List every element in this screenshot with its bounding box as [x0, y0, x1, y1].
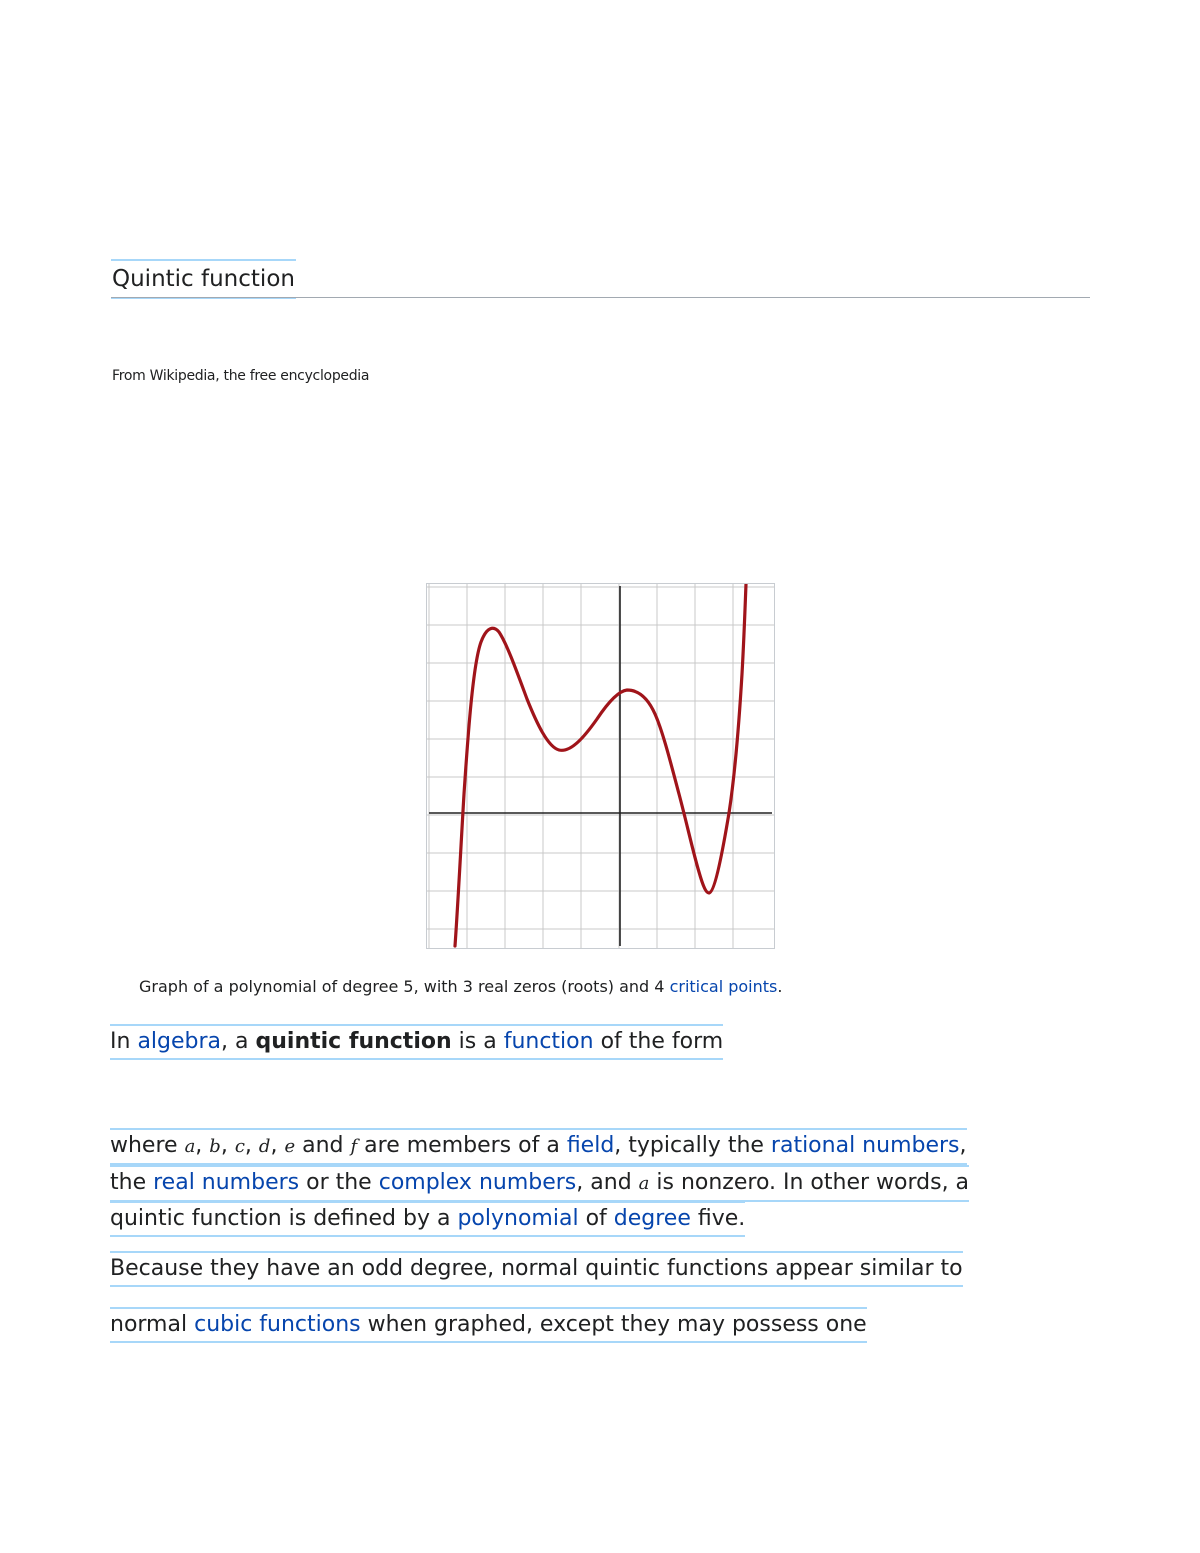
- text: quintic function is defined by a: [110, 1206, 458, 1231]
- text: ,: [959, 1133, 967, 1158]
- link-complex-numbers[interactable]: complex numbers: [378, 1170, 577, 1195]
- math-var-c: c: [234, 1136, 245, 1157]
- text: ,: [244, 1133, 259, 1158]
- definition-line-2: [110, 1165, 969, 1202]
- figure-quintic-graph: [426, 583, 775, 949]
- title-divider: [111, 297, 1090, 298]
- page-title: Quintic function: [111, 259, 296, 299]
- definition-line-1: [110, 1128, 967, 1165]
- math-var-f: f: [350, 1136, 358, 1157]
- math-var-d: d: [258, 1136, 271, 1157]
- text: where: [110, 1133, 185, 1158]
- text: ,: [195, 1133, 210, 1158]
- graph-shape-line-2: [110, 1307, 867, 1343]
- quintic-curve: [455, 584, 746, 946]
- text: ,: [220, 1133, 235, 1158]
- intro-sentence: [110, 1024, 723, 1060]
- text: are members of a: [357, 1133, 567, 1158]
- math-var-b: b: [209, 1136, 221, 1157]
- link-field[interactable]: field: [566, 1133, 615, 1158]
- text: , a: [221, 1029, 256, 1054]
- link-function[interactable]: function: [503, 1029, 594, 1054]
- math-var-e: e: [284, 1136, 296, 1157]
- caption-period: .: [777, 977, 783, 996]
- link-real-numbers[interactable]: real numbers: [153, 1170, 300, 1195]
- text: the: [110, 1170, 154, 1195]
- text: or the: [299, 1170, 379, 1195]
- text: ,: [270, 1133, 285, 1158]
- link-cubic-functions[interactable]: cubic functions: [194, 1312, 361, 1337]
- text: In: [110, 1029, 138, 1054]
- term-quintic-function: quintic function: [255, 1029, 452, 1054]
- text: five.: [690, 1206, 746, 1231]
- site-tagline: From Wikipedia, the free encyclopedia: [112, 368, 370, 384]
- link-polynomial[interactable]: polynomial: [457, 1206, 579, 1231]
- definition-line-3: [110, 1201, 745, 1237]
- text: of: [578, 1206, 614, 1231]
- text: is nonzero. In other words, a: [649, 1170, 970, 1195]
- text: normal: [110, 1312, 195, 1337]
- text: of the form: [593, 1029, 724, 1054]
- text: is a: [451, 1029, 504, 1054]
- link-degree[interactable]: degree: [613, 1206, 691, 1231]
- math-var-a: a: [638, 1173, 650, 1194]
- link-algebra[interactable]: algebra: [137, 1029, 222, 1054]
- quintic-graph-image: [427, 584, 774, 948]
- text: , and: [576, 1170, 639, 1195]
- text: and: [295, 1133, 351, 1158]
- graph-shape-line-1: Because they have an odd degree, normal quintic functions appear similar to: [110, 1251, 963, 1287]
- caption-text: Graph of a polynomial of degree 5, with 3 real zeros (roots) and 4: [139, 977, 670, 996]
- figure-caption: [139, 977, 782, 996]
- text: when graphed, except they may possess one: [360, 1312, 867, 1337]
- link-rational-numbers[interactable]: rational numbers: [770, 1133, 960, 1158]
- math-var-a: a: [184, 1136, 196, 1157]
- link-critical-points[interactable]: critical points: [669, 977, 778, 996]
- text: , typically the: [614, 1133, 771, 1158]
